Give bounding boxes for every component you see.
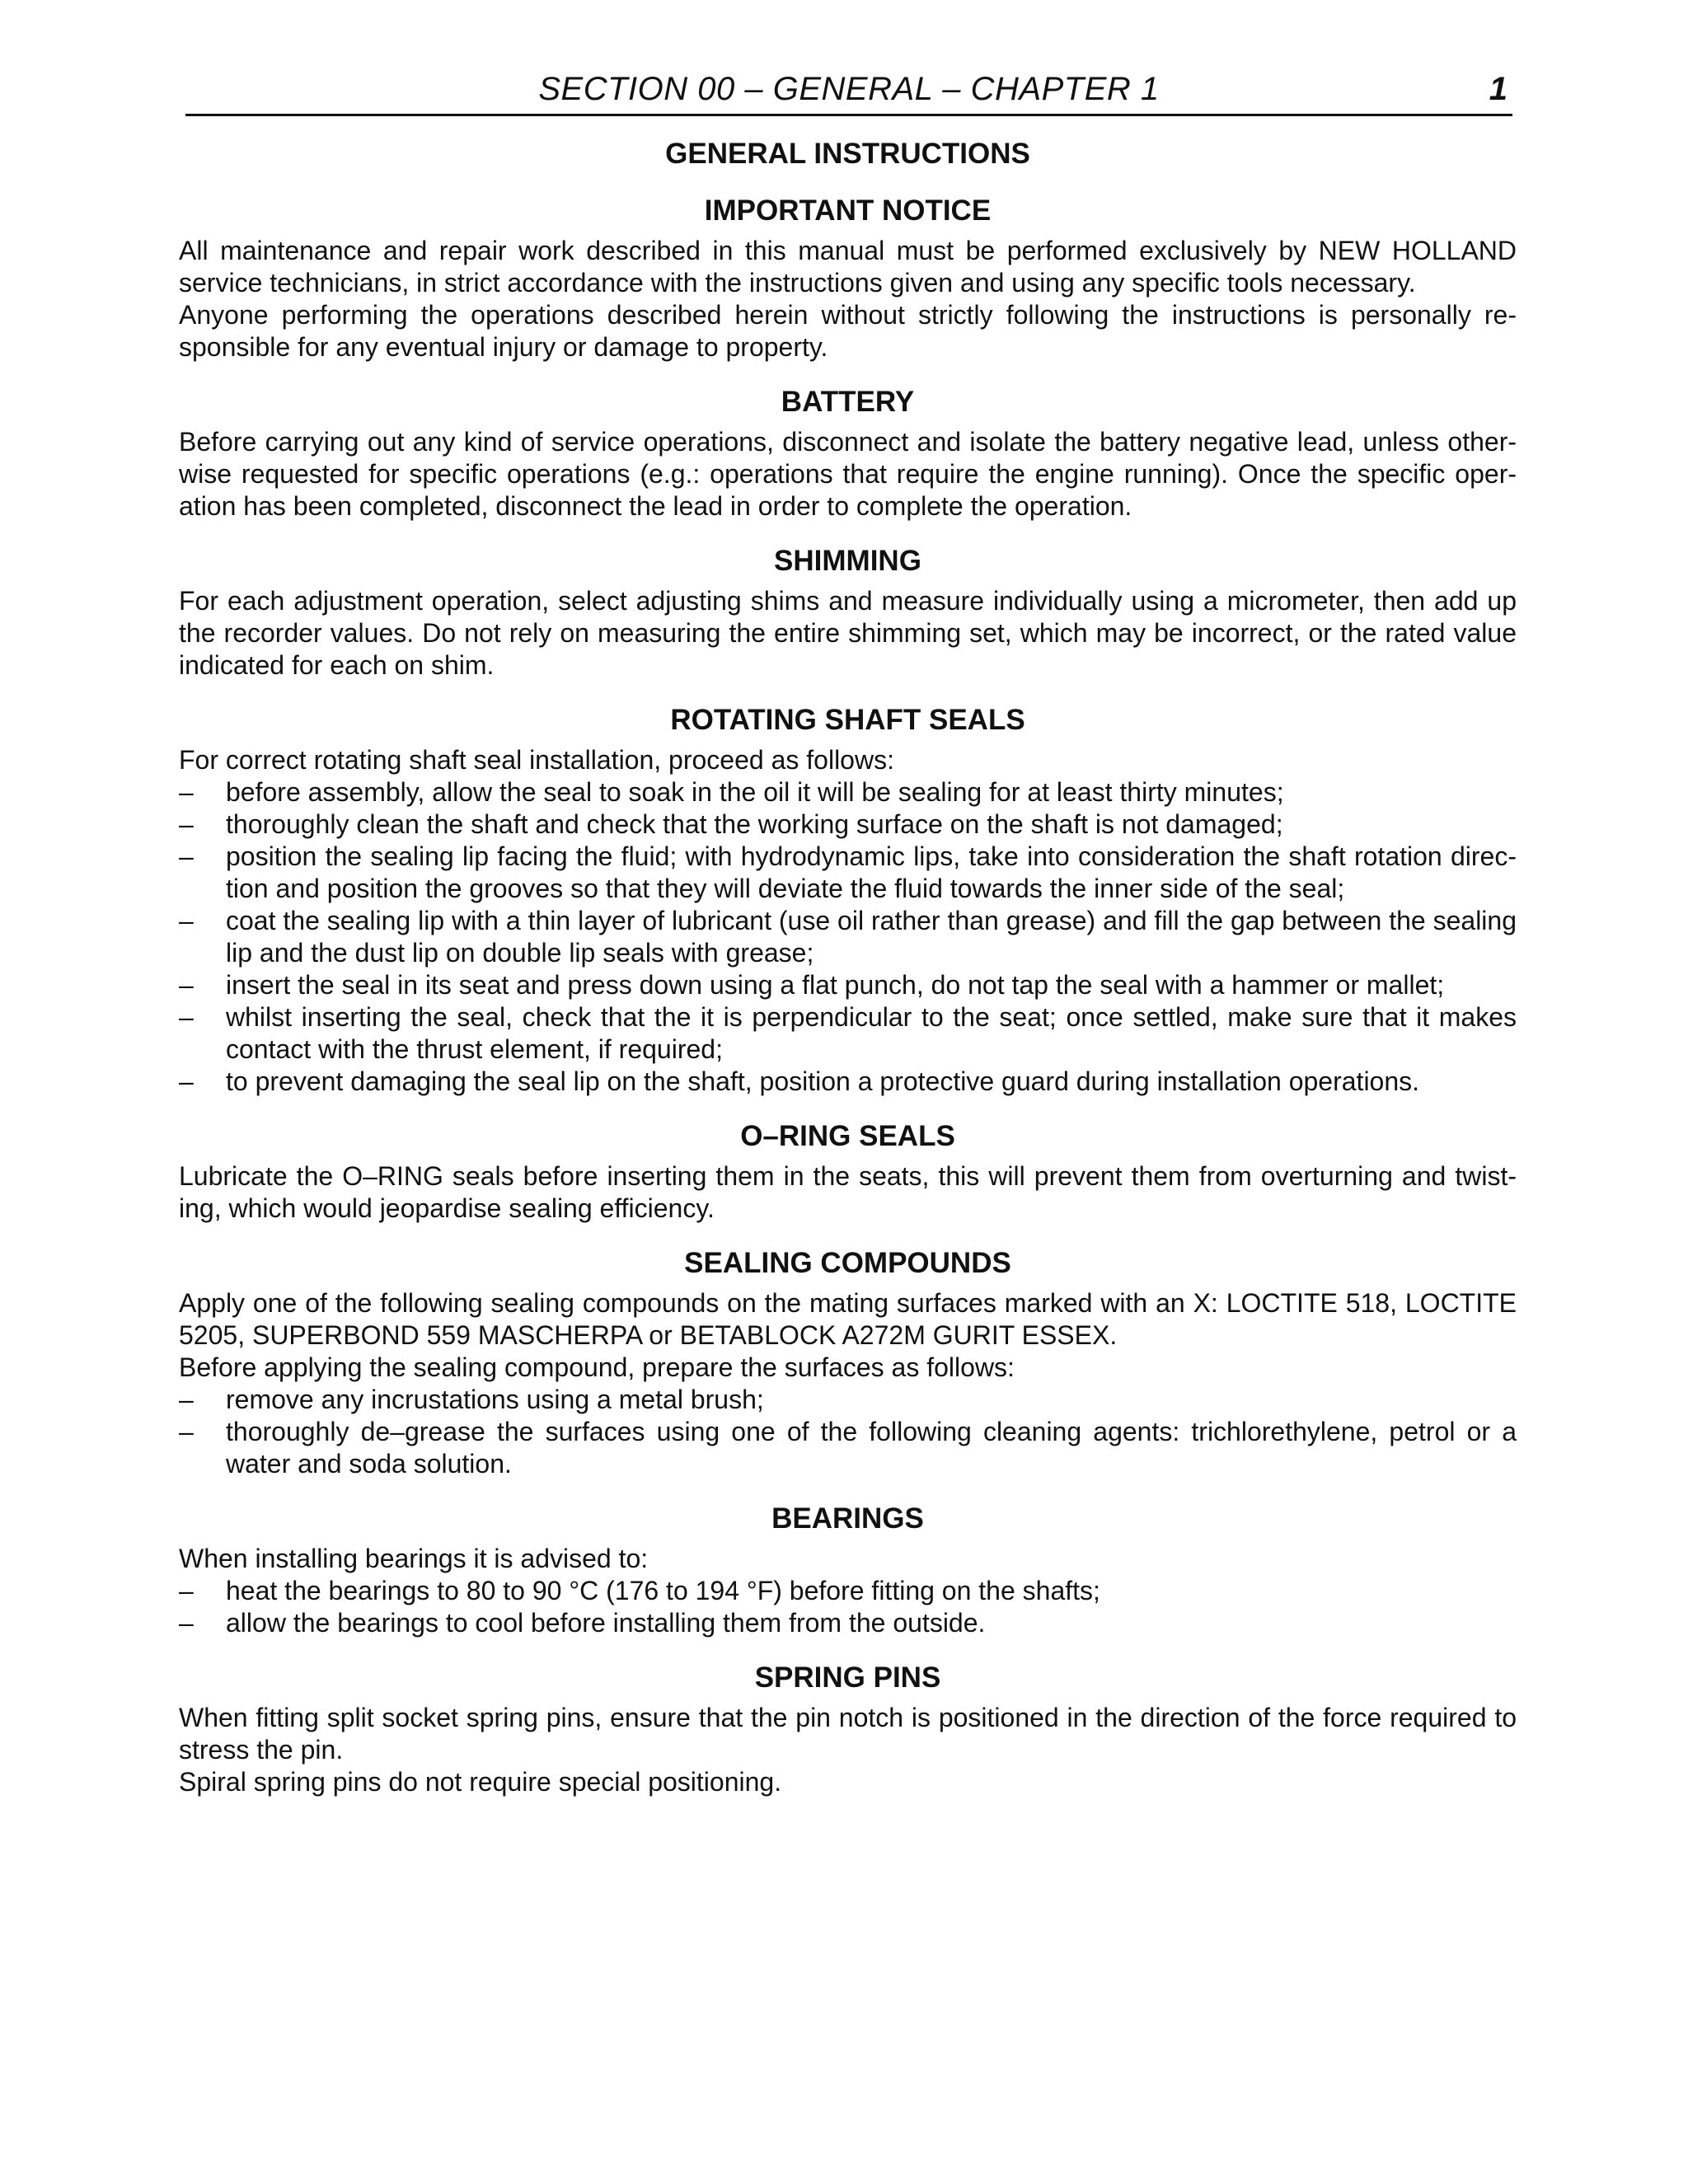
list-item: – heat the bearings to 80 to 90 °C (176 to 194 °F) before fitting on the shafts; — [179, 1575, 1517, 1607]
sealing-compounds-section — [179, 1246, 1517, 1480]
section-heading: BEARINGS — [771, 1502, 924, 1535]
list-item: – before assembly, allow the seal to soak in the oil it will be sealing for at least thirty minutes; — [179, 776, 1517, 808]
section-heading: O–RING SEALS — [740, 1120, 955, 1152]
section-heading: SPRING PINS — [754, 1661, 941, 1694]
dash-list — [179, 776, 1517, 1098]
section-heading: ROTATING SHAFT SEALS — [670, 704, 1025, 736]
list-item: – insert the seal in its seat and press down using a flat punch, do not tap the seal with a hammer or mallet; — [179, 969, 1517, 1001]
document-title: GENERAL INSTRUCTIONS — [665, 138, 1030, 170]
list-item: – thoroughly de–grease the surfaces using one of the following cleaning agents: trichlorethylene, petrol or a water and soda solution. — [179, 1416, 1517, 1480]
paragraph: Before carrying out any kind of service operations, disconnect and isolate the battery negative lead, unless otherwise requested for specific operations (e.g.: operations that require the engine running). Once the specific operation has been completed, disconnect the lead in order to complete the operation. — [179, 427, 1517, 521]
paragraph: Before applying the sealing compound, prepare the surfaces as follows: — [179, 1352, 1015, 1382]
section-heading: IMPORTANT NOTICE — [704, 194, 992, 227]
dash-list — [179, 1575, 1517, 1639]
list-item: – coat the sealing lip with a thin layer of lubricant (use oil rather than grease) and fill the gap between the sealing lip and the dust lip on double lip seals with grease; — [179, 905, 1517, 969]
list-item: – whilst inserting the seal, check that the it is perpendicular to the seat; once settled, make sure that it makes contact with the thrust element, if required; — [179, 1001, 1517, 1066]
paragraph: When installing bearings it is advised to: — [179, 1544, 649, 1573]
paragraph: Anyone performing the operations described herein without strictly following the instructions is personally responsible for any eventual injury or damage to property. — [179, 300, 1517, 362]
important-notice-section — [179, 194, 1517, 363]
shimming-section — [179, 544, 1517, 682]
bearings-section — [179, 1502, 1517, 1639]
paragraph: For correct rotating shaft seal installation, proceed as follows: — [179, 745, 894, 775]
page-header — [185, 66, 1512, 116]
rotating-shaft-seals-section — [179, 703, 1517, 1098]
list-item: – to prevent damaging the seal lip on the shaft, position a protective guard during installation operations. — [179, 1066, 1517, 1098]
list-item: – allow the bearings to cool before installing them from the outside. — [179, 1607, 1517, 1639]
list-item: – thoroughly clean the shaft and check that the working surface on the shaft is not damaged; — [179, 808, 1517, 841]
document-body — [179, 137, 1517, 1798]
section-heading: SEALING COMPOUNDS — [684, 1247, 1011, 1279]
list-item: – remove any incrustations using a metal brush; — [179, 1384, 1517, 1416]
paragraph: Spiral spring pins do not require special positioning. — [179, 1767, 782, 1797]
section-heading: BATTERY — [781, 386, 915, 418]
section-chapter-title: SECTION 00 – GENERAL – CHAPTER 1 — [538, 71, 1160, 107]
list-item: – position the sealing lip facing the fluid; with hydrodynamic lips, take into consideration the shaft rotation direction and position the grooves so that they will deviate the fluid towards the inner side of the seal; — [179, 841, 1517, 905]
section-heading: SHIMMING — [774, 545, 921, 577]
paragraph: All maintenance and repair work described in this manual must be performed exclusively by NEW HOLLAND service technicians, in strict accordance with the instructions given and using any specific tools necessary. — [179, 236, 1517, 298]
battery-section — [179, 385, 1517, 523]
o-ring-seals-section — [179, 1119, 1517, 1225]
spring-pins-section — [179, 1661, 1517, 1798]
paragraph: Apply one of the following sealing compounds on the mating surfaces marked with an X: LOCTITE 518, LOCTITE 5205, SUPERBOND 559 MASCHERPA or BETABLOCK A272M GURIT ESSEX. — [179, 1288, 1517, 1350]
page-number: 1 — [1489, 71, 1507, 107]
paragraph: For each adjustment operation, select adjusting shims and measure individually using a micrometer, then add up the recorder values. Do not rely on measuring the entire shimming set, which may be incorrect, or the rated value indicated for each on shim. — [179, 586, 1517, 680]
dash-list — [179, 1384, 1517, 1480]
paragraph: Lubricate the O–RING seals before inserting them in the seats, this will prevent them from overturning and twisting, which would jeopardise sealing efficiency. — [179, 1161, 1517, 1223]
paragraph: When fitting split socket spring pins, ensure that the pin notch is positioned in the direction of the force required to stress the pin. — [179, 1703, 1517, 1765]
